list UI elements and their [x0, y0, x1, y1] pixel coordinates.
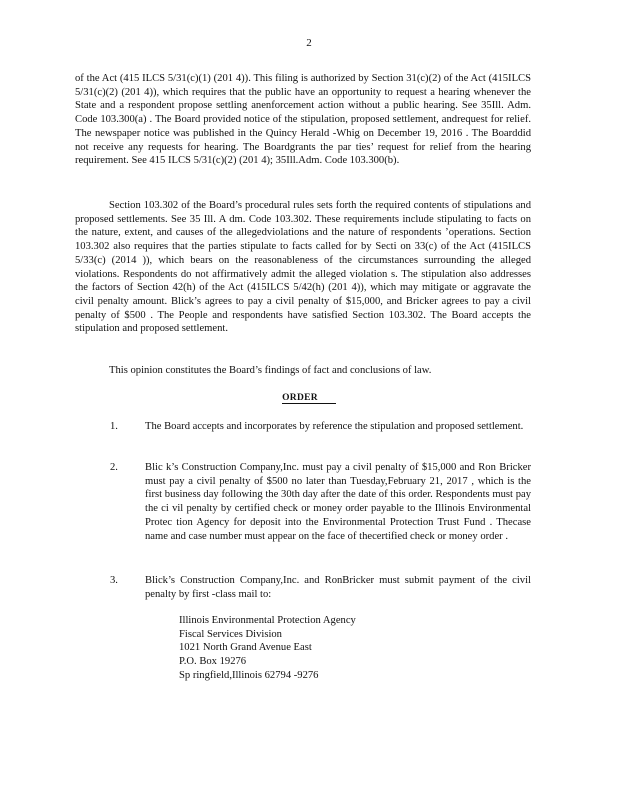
- order-item: [110, 461, 531, 543]
- mailing-address: [179, 614, 479, 683]
- address-line: P.O. Box 19276: [179, 656, 247, 668]
- order-item-text: Blic k’s Construction Company,Inc. must pay a civil penalty of $15,000 and Ron Bricker must pay a civil penalty of $500 no later than Tuesday,February 21, 2017 , which is the first business day following the 30th day after the date of this order. Respondents must pay the ci vil penalty by certified check or money order payable to the Illinois Environmental Protec tion Agency for deposit into the Environmental Protection Trust Fund . Thecase name and case number must appear on the face of thecertified check or money order .: [145, 462, 531, 542]
- address-line: Fiscal Services Division: [179, 628, 282, 640]
- address-line: Illinois Environmental Protection Agency: [179, 615, 356, 626]
- order-heading-text: ORDER: [282, 393, 336, 404]
- order-item: [110, 420, 531, 434]
- order-item-text: Blick’s Construction Company,Inc. and RonBricker must submit payment of the civil penalty by first -class mail to:: [145, 575, 531, 600]
- order-item-text: The Board accepts and incorporates by reference the stipulation and proposed settlement.: [145, 421, 524, 432]
- paragraph-hearing-waiver: of the Act (415 ILCS 5/31(c)(1) (201 4)). This filing is authorized by Section 31(c)(2) of the Act (415ILCS 5/31(c)(2) (201 4)), which requires that the public have an opportunity to request a hearing whenever the State and a respondent propose settling anenforcement action without a public hearing. See 35Ill. Adm. Code 103.300(a) . The Board provided notice of the stipulation, proposed settlement, andrequest for relief. The newspaper notice was published in the Quincy Herald -Whig on December 19, 2016 . The Boarddid not receive any requests for hearing. The Boardgrants the par ties’ request for relief from the hearing requirement. See 415 ILCS 5/31(c)(2) (201 4); 35Ill.Adm. Code 103.300(b).: [75, 73, 531, 167]
- address-line: Sp ringfield,Illinois 62794 -9276: [179, 669, 319, 681]
- order-item-number: 1.: [110, 421, 118, 432]
- paragraph-findings: This opinion constitutes the Board’s findings of fact and conclusions of law.: [109, 365, 432, 376]
- order-heading: [0, 392, 618, 406]
- order-item-number: 2.: [110, 462, 118, 473]
- order-item: [110, 574, 531, 601]
- address-line: 1021 North Grand Avenue East: [179, 642, 312, 654]
- order-item-number: 3.: [110, 575, 118, 586]
- page-number: 2: [306, 37, 312, 49]
- paragraph-stipulation-requirements: Section 103.302 of the Board’s procedural rules sets forth the required contents of stipulations and proposed settlements. See 35 Ill. A dm. Code 103.302. These requirements include stipulating to facts on the nature, extent, and causes of the allegedviolations and the nature of respondents ’operations. Section 103.302 also requires that the parties stipulate to facts called for by Secti on 33(c) of the Act (415ILCS 5/33(c) (2014 )), which bears on the reasonableness of the circumstances surrounding the alleged violations. Respondents do not affirmatively admit the alleged violation s. The stipulation also addresses the factors of Section 42(h) of the Act (415ILCS 5/42(h) (201 4)), which may mitigate or aggravate the civil penalty amount. Blick’s agrees to pay a civil penalty of $15,000, and Bricker agrees to pay a civil penalty of $500 . The People and respondents have satisfied Section 103.302. The Board accepts the stipulation and proposed settlement.: [75, 200, 531, 335]
